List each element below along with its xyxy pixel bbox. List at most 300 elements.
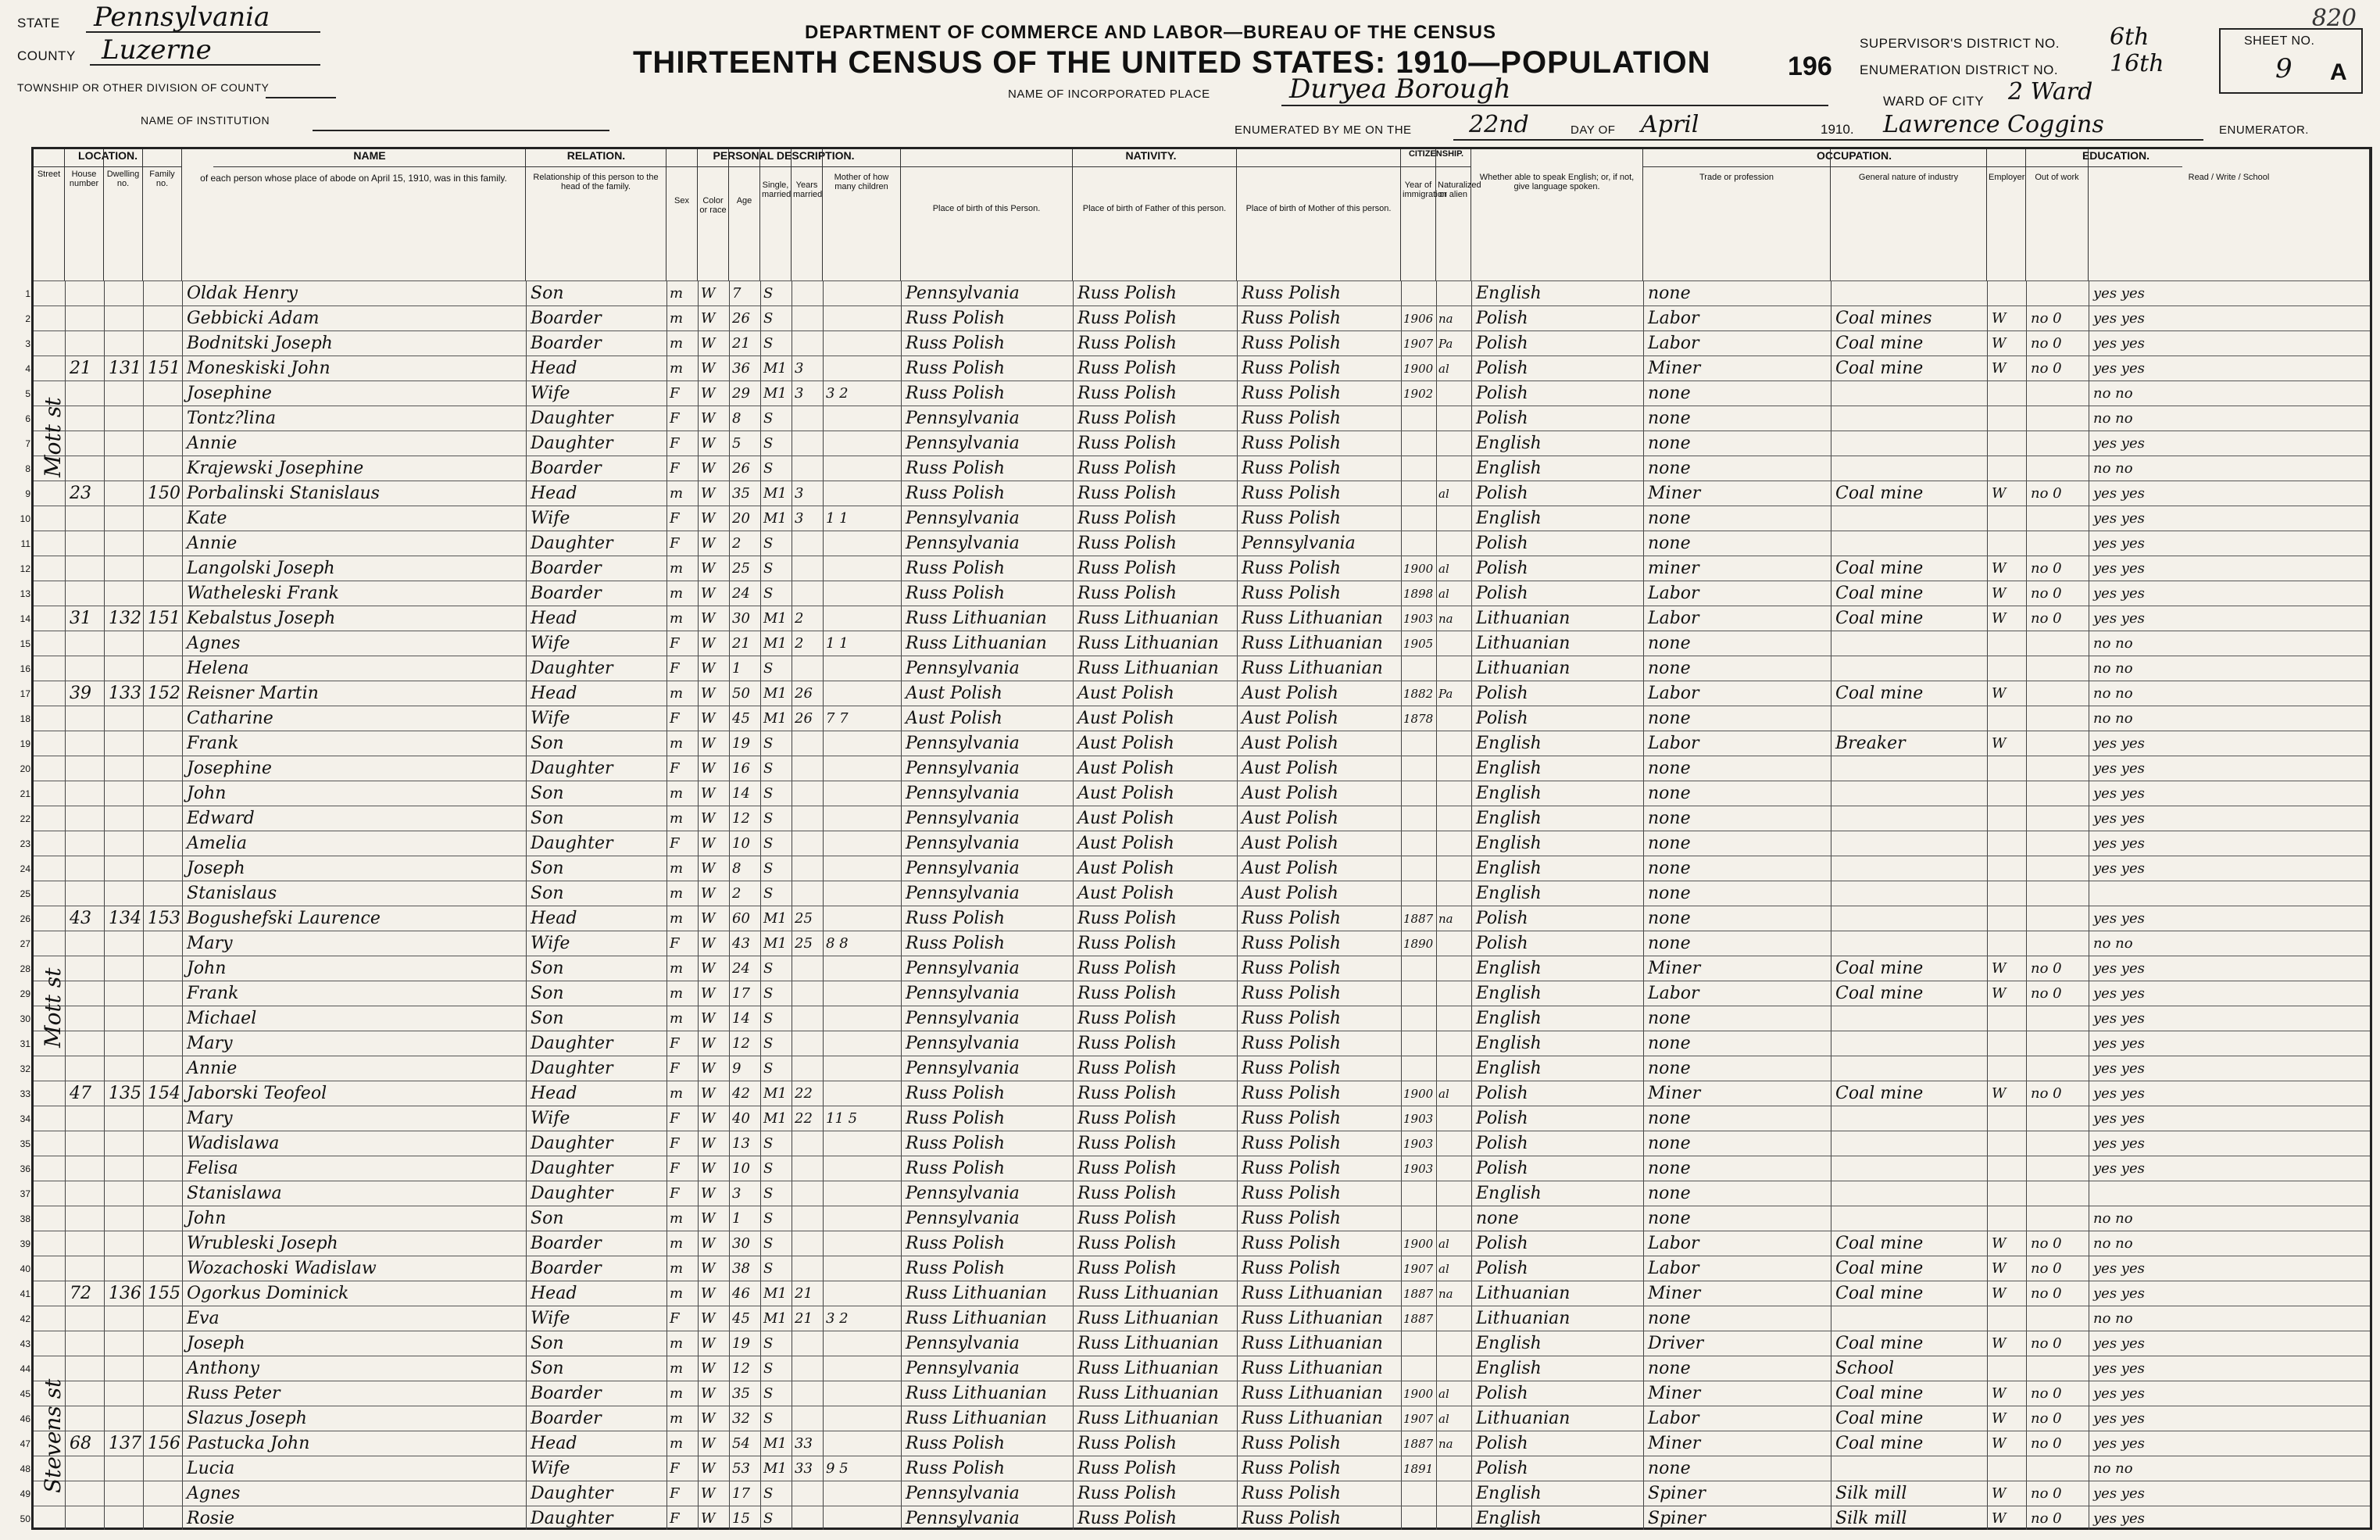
cell-industry [1831, 856, 1987, 881]
cell-color: W [701, 1460, 716, 1477]
cell-immigration-year [1401, 1331, 1436, 1356]
cell-relation: Boarder [531, 1234, 602, 1253]
cell-sex: F [670, 410, 680, 427]
cell-color: W [701, 885, 716, 902]
cell-relation: Daughter [531, 1184, 613, 1203]
cell-out-of-work [2026, 856, 2089, 881]
cell-marital: S [763, 335, 774, 352]
cell-person-name: Wadislawa [187, 1134, 280, 1153]
cell-birth-father: Russ Polish [1077, 934, 1177, 953]
cell-house-number: 47 [70, 1084, 91, 1103]
cell-out-of-work [2026, 381, 2089, 406]
cell-immigration-year: 1898 [1403, 587, 1434, 601]
group-education: EDUCATION. [2049, 149, 2182, 167]
cell-education: yes yes [2093, 560, 2145, 577]
cell-years-married [792, 956, 823, 981]
row-index: 12 [20, 563, 30, 574]
cell-education [2089, 1181, 2370, 1206]
row-index: 8 [25, 463, 30, 474]
group-nativity: NATIVITY. [901, 149, 1401, 167]
cell-industry [1831, 1456, 1987, 1481]
cell-family-number [143, 306, 182, 331]
cell-age: 21 [732, 335, 750, 352]
cell-out-of-work [2026, 1156, 2089, 1181]
cell-trade: Labor [1648, 584, 1699, 603]
cell-age: 26 [732, 460, 750, 477]
cell-immigration-year [1401, 506, 1436, 531]
cell-color: W [701, 585, 716, 602]
cell-trade: none [1648, 759, 1691, 778]
cell-marital: S [763, 1485, 774, 1502]
cell-relation: Boarder [531, 1259, 602, 1278]
cell-industry: Coal mine [1835, 684, 1924, 703]
cell-family-number: 151 [148, 609, 180, 628]
col-industry: General nature of industry [1831, 149, 1987, 280]
cell-industry [1831, 456, 1987, 481]
cell-employer: W [1992, 485, 2007, 502]
cell-immigration-year [1401, 431, 1436, 456]
cell-immigration-year: 1882 [1403, 687, 1434, 701]
cell-house-number [65, 1231, 104, 1256]
table-row [20, 1331, 2370, 1356]
cell-relation: Son [531, 1359, 564, 1378]
cell-birth-person: Russ Polish [906, 484, 1005, 503]
cell-marital: S [763, 285, 774, 302]
cell-dwelling-number [104, 1031, 143, 1056]
cell-relation: Boarder [531, 309, 602, 328]
cell-marital: S [763, 460, 774, 477]
cell-birth-person: Russ Lithuanian [906, 634, 1047, 653]
cell-children [823, 1006, 901, 1031]
cell-employer [1987, 1131, 2026, 1156]
cell-industry [1831, 806, 1987, 831]
cell-family-number [143, 281, 182, 306]
row-index: 34 [20, 1113, 30, 1124]
cell-sex: F [670, 935, 680, 952]
cell-house-number [65, 756, 104, 781]
cell-marital: M1 [763, 360, 787, 377]
cell-birth-person: Pennsylvania [906, 1359, 1020, 1378]
cell-sex: m [670, 610, 684, 627]
sheet-label: SHEET NO. [2244, 34, 2315, 48]
cell-birth-person: Russ Lithuanian [906, 1309, 1047, 1328]
cell-employer [1987, 756, 2026, 781]
cell-birth-father: Aust Polish [1077, 709, 1174, 728]
enumeration-value: 16th [2110, 50, 2164, 77]
cell-person-name: Watheleski Frank [187, 584, 339, 603]
cell-trade: none [1648, 384, 1691, 403]
table-row [25, 431, 2370, 456]
cell-out-of-work [2026, 431, 2089, 456]
cell-language: Polish [1476, 1134, 1528, 1153]
row-index: 18 [20, 713, 30, 724]
cell-relation: Son [531, 1009, 564, 1028]
cell-trade: none [1648, 1459, 1691, 1478]
cell-years-married: 2 [795, 610, 804, 627]
cell-birth-person: Pennsylvania [906, 784, 1020, 803]
cell-age: 30 [732, 610, 750, 627]
cell-employer [1987, 1356, 2026, 1381]
cell-marital: M1 [763, 1435, 787, 1452]
cell-language: English [1476, 809, 1542, 828]
cell-children [823, 406, 901, 431]
cell-education: yes yes [2093, 335, 2145, 352]
cell-marital: S [763, 860, 774, 877]
col-name: of each person whose place of abode on April 15, 1910, was in this family. [182, 149, 526, 280]
cell-language: English [1476, 434, 1542, 453]
table-row [25, 331, 2370, 356]
cell-language: English [1476, 1334, 1542, 1353]
cell-years-married [792, 656, 823, 681]
cell-immigration-year [1401, 531, 1436, 556]
enumeration-label: ENUMERATION DISTRICT NO. [1860, 63, 2059, 77]
cell-sex: F [670, 1460, 680, 1477]
table-row [20, 1106, 2370, 1131]
cell-marital: S [763, 310, 774, 327]
cell-family-number [143, 1406, 182, 1431]
cell-dwelling-number [104, 806, 143, 831]
cell-children [823, 1481, 901, 1506]
cell-naturalized [1436, 831, 1471, 856]
row-index: 15 [20, 638, 30, 649]
cell-relation: Son [531, 884, 564, 903]
cell-sex: F [670, 760, 680, 777]
cell-trade: none [1648, 709, 1691, 728]
cell-age: 26 [732, 310, 750, 327]
cell-birth-father: Aust Polish [1077, 859, 1174, 878]
cell-birth-father: Russ Lithuanian [1077, 1359, 1219, 1378]
cell-age: 24 [732, 960, 750, 977]
cell-employer [1987, 781, 2026, 806]
cell-education: yes yes [2093, 485, 2145, 502]
cell-dwelling-number [104, 1056, 143, 1081]
cell-birth-father: Russ Polish [1077, 359, 1177, 378]
cell-out-of-work [2026, 456, 2089, 481]
cell-employer [1987, 1006, 2026, 1031]
cell-family-number [143, 1231, 182, 1256]
cell-language: Polish [1476, 334, 1528, 353]
cell-out-of-work: no 0 [2031, 1285, 2062, 1302]
cell-age: 8 [732, 410, 742, 427]
cell-language: Lithuanian [1476, 634, 1571, 653]
cell-family-number [143, 1181, 182, 1206]
cell-out-of-work [2026, 1031, 2089, 1056]
cell-years-married: 3 [795, 485, 804, 502]
cell-children [823, 356, 901, 381]
table-row [25, 280, 2370, 305]
cell-naturalized: Pa [1438, 337, 1453, 351]
table-row [20, 681, 2370, 706]
cell-employer [1987, 1306, 2026, 1331]
cell-family-number [143, 1481, 182, 1506]
cell-marital: S [763, 1360, 774, 1377]
cell-relation: Daughter [531, 1509, 613, 1528]
cell-birth-person: Pennsylvania [906, 284, 1020, 303]
cell-dwelling-number [104, 1206, 143, 1231]
cell-trade: none [1648, 534, 1691, 553]
cell-house-number [65, 1056, 104, 1081]
cell-birth-person: Pennsylvania [906, 734, 1020, 753]
cell-naturalized: na [1438, 312, 1453, 326]
cell-birth-mother: Russ Polish [1242, 1034, 1341, 1053]
cell-children [823, 906, 901, 931]
cell-industry: Coal mine [1835, 984, 1924, 1003]
cell-industry [1831, 506, 1987, 531]
cell-education: no no [2093, 1210, 2133, 1227]
cell-employer: W [1992, 735, 2007, 752]
cell-naturalized: Pa [1438, 687, 1453, 701]
cell-children [823, 781, 901, 806]
table-row [20, 906, 2370, 931]
cell-birth-person: Russ Polish [906, 934, 1005, 953]
row-index: 42 [20, 1313, 30, 1324]
cell-relation: Daughter [531, 434, 613, 453]
cell-language: Polish [1476, 359, 1528, 378]
cell-color: W [701, 1035, 716, 1052]
cell-education: yes yes [2093, 1360, 2145, 1377]
cell-marital: M1 [763, 1460, 787, 1477]
cell-birth-father: Aust Polish [1077, 759, 1174, 778]
state-value: Pennsylvania [94, 2, 270, 33]
cell-person-name: Frank [187, 734, 239, 753]
cell-children [823, 531, 901, 556]
cell-children: 3 2 [826, 385, 849, 402]
cell-house-number: 39 [70, 684, 91, 703]
cell-immigration-year: 1887 [1403, 912, 1434, 926]
cell-trade: Spiner [1648, 1509, 1706, 1528]
table-row [20, 631, 2370, 656]
cell-industry [1831, 831, 1987, 856]
sheet-box [2219, 28, 2363, 94]
cell-family-number [143, 456, 182, 481]
cell-out-of-work [2026, 631, 2089, 656]
cell-immigration-year [1401, 831, 1436, 856]
cell-house-number [65, 1356, 104, 1381]
cell-birth-mother: Russ Polish [1242, 434, 1341, 453]
col-years-married: Years married [792, 149, 823, 280]
cell-person-name: Reisner Martin [187, 684, 319, 703]
cell-employer [1987, 706, 2026, 731]
cell-marital: S [763, 1235, 774, 1252]
cell-language: Polish [1476, 909, 1528, 928]
cell-education: no no [2093, 1235, 2133, 1252]
cell-children: 1 1 [826, 635, 849, 652]
cell-birth-mother: Russ Polish [1242, 909, 1341, 928]
cell-out-of-work [2026, 681, 2089, 706]
cell-age: 10 [732, 1160, 750, 1177]
street-label-stevens: Stevens st [40, 1378, 66, 1493]
cell-color: W [701, 310, 716, 327]
cell-children [823, 1356, 901, 1381]
cell-person-name: Eva [187, 1309, 220, 1328]
cell-trade: none [1648, 934, 1691, 953]
cell-age: 7 [732, 285, 742, 302]
cell-employer [1987, 831, 2026, 856]
cell-trade: Miner [1648, 484, 1701, 503]
cell-color: W [701, 1060, 716, 1077]
cell-industry: Coal mine [1835, 484, 1924, 503]
cell-house-number [65, 431, 104, 456]
cell-immigration-year: 1890 [1403, 937, 1434, 951]
cell-sex: m [670, 585, 684, 602]
cell-birth-mother: Russ Lithuanian [1242, 1284, 1383, 1303]
cell-color: W [701, 385, 716, 402]
cell-out-of-work: no 0 [2031, 1335, 2062, 1352]
cell-language: Polish [1476, 1234, 1528, 1253]
cell-employer [1987, 931, 2026, 956]
cell-children [823, 1506, 901, 1531]
cell-language: Polish [1476, 1384, 1528, 1403]
cell-age: 3 [732, 1185, 742, 1202]
form-code: 196 [1788, 52, 1832, 81]
cell-person-name: Frank [187, 984, 239, 1003]
cell-birth-mother: Pennsylvania [1242, 534, 1356, 553]
cell-marital: M1 [763, 1310, 787, 1327]
cell-family-number [143, 1256, 182, 1281]
cell-relation: Boarder [531, 1384, 602, 1403]
cell-employer: W [1992, 985, 2007, 1002]
cell-age: 45 [732, 710, 750, 727]
cell-marital: S [763, 1410, 774, 1427]
cell-person-name: Russ Peter [187, 1384, 281, 1403]
cell-birth-mother: Russ Polish [1242, 309, 1341, 328]
cell-industry [1831, 781, 1987, 806]
cell-naturalized [1436, 1181, 1471, 1206]
cell-birth-mother: Russ Polish [1242, 334, 1341, 353]
cell-trade: Driver [1648, 1334, 1704, 1353]
cell-immigration-year: 1907 [1403, 1412, 1434, 1426]
cell-education: yes yes [2093, 785, 2145, 802]
cell-education: yes yes [2093, 535, 2145, 552]
cell-dwelling-number [104, 1106, 143, 1131]
cell-industry: Coal mine [1835, 959, 1924, 978]
cell-trade: none [1648, 784, 1691, 803]
cell-relation: Head [531, 484, 577, 503]
cell-family-number [143, 1056, 182, 1081]
cell-house-number [65, 1506, 104, 1531]
cell-age: 45 [732, 1310, 750, 1327]
cell-immigration-year: 1887 [1403, 1312, 1434, 1326]
cell-immigration-year: 1903 [1403, 612, 1434, 626]
cell-birth-person: Pennsylvania [906, 509, 1020, 528]
table-row [20, 706, 2370, 731]
cell-person-name: Kate [187, 509, 227, 528]
cell-color: W [701, 1110, 716, 1127]
cell-person-name: Bodnitski Joseph [187, 334, 333, 353]
cell-sex: F [670, 1310, 680, 1327]
cell-sex: F [670, 710, 680, 727]
cell-age: 46 [732, 1285, 750, 1302]
cell-relation: Son [531, 284, 564, 303]
cell-naturalized [1436, 1506, 1471, 1531]
cell-naturalized: al [1438, 362, 1449, 376]
cell-naturalized: al [1438, 587, 1449, 601]
cell-house-number [65, 1006, 104, 1031]
cell-marital: S [763, 985, 774, 1002]
cell-dwelling-number [104, 1481, 143, 1506]
cell-color: W [701, 1210, 716, 1227]
cell-marital: M1 [763, 610, 787, 627]
cell-age: 15 [732, 1510, 750, 1527]
cell-industry [1831, 656, 1987, 681]
cell-color: W [701, 1260, 716, 1277]
cell-children [823, 656, 901, 681]
cell-relation: Head [531, 1084, 577, 1103]
enumerated-day: 22nd [1469, 111, 1529, 138]
cell-birth-father: Russ Lithuanian [1077, 1284, 1219, 1303]
cell-industry [1831, 531, 1987, 556]
cell-employer: W [1992, 960, 2007, 977]
cell-birth-person: Pennsylvania [906, 834, 1020, 853]
cell-birth-mother: Russ Polish [1242, 559, 1341, 578]
cell-family-number [143, 1331, 182, 1356]
cell-family-number [143, 756, 182, 781]
cell-sex: m [670, 960, 684, 977]
cell-sex: m [670, 685, 684, 702]
table-row [20, 781, 2370, 806]
row-index: 5 [25, 388, 30, 399]
cell-family-number [143, 1106, 182, 1131]
cell-color: W [701, 1310, 716, 1327]
cell-family-number: 155 [148, 1284, 180, 1303]
cell-trade: miner [1648, 559, 1699, 578]
cell-children [823, 731, 901, 756]
cell-education: yes yes [2093, 810, 2145, 827]
cell-birth-father: Aust Polish [1077, 834, 1174, 853]
cell-marital: M1 [763, 910, 787, 927]
ward-label: WARD OF CITY [1883, 94, 1985, 109]
cell-dwelling-number [104, 1156, 143, 1181]
cell-person-name: Lucia [187, 1459, 235, 1478]
cell-person-name: Gebbicki Adam [187, 309, 320, 328]
cell-industry: Coal mine [1835, 1334, 1924, 1353]
cell-immigration-year [1401, 481, 1436, 506]
cell-birth-father: Russ Polish [1077, 1084, 1177, 1103]
row-index: 20 [20, 763, 30, 774]
cell-dwelling-number [104, 1381, 143, 1406]
cell-birth-person: Pennsylvania [906, 759, 1020, 778]
cell-immigration-year [1401, 1031, 1436, 1056]
cell-family-number [143, 1381, 182, 1406]
cell-dwelling-number [104, 281, 143, 306]
table-row [20, 656, 2370, 681]
cell-years-married: 33 [795, 1435, 813, 1452]
cell-years-married [792, 1131, 823, 1156]
cell-relation: Son [531, 1209, 564, 1228]
cell-age: 20 [732, 510, 750, 527]
cell-color: W [701, 1435, 716, 1452]
cell-color: W [701, 860, 716, 877]
cell-children [823, 981, 901, 1006]
cell-sex: m [670, 810, 684, 827]
cell-employer [1987, 881, 2026, 906]
cell-birth-person: Russ Lithuanian [906, 1384, 1047, 1403]
cell-language: English [1476, 834, 1542, 853]
cell-birth-person: Pennsylvania [906, 1509, 1020, 1528]
cell-years-married [792, 1006, 823, 1031]
cell-color: W [701, 685, 716, 702]
cell-birth-father: Russ Polish [1077, 1459, 1177, 1478]
col-age: Age [729, 149, 760, 280]
cell-relation: Daughter [531, 1159, 613, 1178]
cell-naturalized: na [1438, 1287, 1453, 1301]
cell-out-of-work: no 0 [2031, 1435, 2062, 1452]
supervisor-label: SUPERVISOR'S DISTRICT NO. [1860, 36, 2060, 51]
cell-person-name: Jaborski Teofeol [187, 1084, 327, 1103]
cell-children [823, 1331, 901, 1356]
cell-children [823, 856, 901, 881]
cell-family-number [143, 406, 182, 431]
